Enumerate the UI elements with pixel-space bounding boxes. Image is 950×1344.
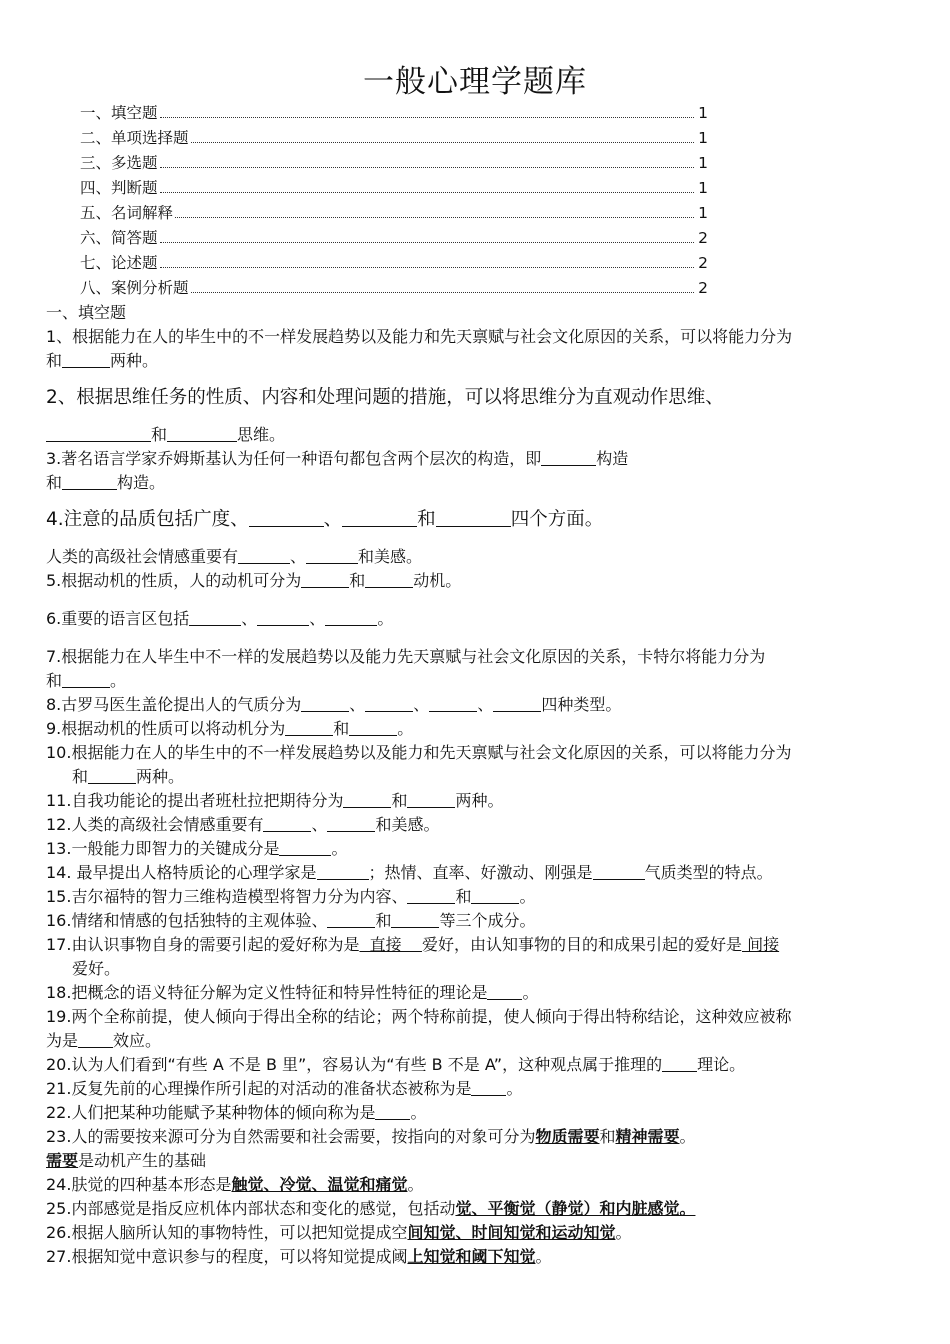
answer-blank[interactable] xyxy=(263,815,311,832)
answer-blank[interactable] xyxy=(436,510,511,527)
answer-blank[interactable] xyxy=(249,510,324,527)
toc-leader xyxy=(191,292,694,293)
toc-leader xyxy=(160,192,694,193)
answer-blank[interactable] xyxy=(487,983,522,1000)
question-17-cont: 爱好。 xyxy=(72,959,121,978)
question-13: 13.一般能力即智力的关键成分是 。 xyxy=(46,839,348,858)
answer-blank[interactable] xyxy=(306,547,358,564)
question-4: 4.注意的品质包括广度、 、 和 四个方面。 xyxy=(46,509,604,530)
toc-entry[interactable]: 二、单项选择题 1 xyxy=(80,129,708,147)
answer-blank[interactable] xyxy=(46,425,151,442)
answer-blank[interactable] xyxy=(317,863,369,880)
answer-blank[interactable] xyxy=(78,1031,113,1048)
answer-text: 物质需要 xyxy=(535,1127,600,1146)
toc-leader xyxy=(160,117,694,118)
answer-text: 间接 xyxy=(742,935,780,954)
question-3-cont: 和 构造。 xyxy=(46,473,166,492)
question-16: 16.情绪和情感的包括独特的主观体验、 和 等三个成分。 xyxy=(46,911,536,930)
answer-text: 间知觉、时间知觉和运动知觉 xyxy=(407,1223,616,1242)
question-10: 10.根据能力在人的毕生中的不一样发展趋势以及能力和先天禀赋与社会文化原因的关系，可以将能力分为 xyxy=(46,743,792,762)
answer-blank[interactable] xyxy=(493,695,541,712)
answer-text: 上知觉和阈下知觉 xyxy=(407,1247,536,1266)
answer-blank[interactable] xyxy=(88,767,136,784)
question-2: 2、根据思维任务的性质、内容和处理问题的措施，可以将思维分为直观动作思维、 xyxy=(46,387,724,408)
answer-blank[interactable] xyxy=(471,887,519,904)
question-7: 7.根据能力在人毕生中不一样的发展趋势以及能力先天禀赋与社会文化原因的关系，卡特尔将能力分为 xyxy=(46,647,766,666)
toc-entry[interactable]: 七、论述题 2 xyxy=(80,254,708,272)
toc-leader xyxy=(160,267,694,268)
toc-leader xyxy=(191,142,694,143)
question-19-cont: 为是 效应。 xyxy=(46,1031,162,1050)
answer-blank[interactable] xyxy=(471,1079,506,1096)
question-list xyxy=(46,301,908,1269)
question-26: 26.根据人脑所认知的事物特性，可以把知觉提成空间知觉、时间知觉和运动知觉。 xyxy=(46,1223,632,1242)
toc-entry[interactable]: 五、名词解释 1 xyxy=(80,204,708,222)
answer-blank[interactable] xyxy=(257,609,309,626)
answer-blank[interactable] xyxy=(342,510,417,527)
question-14: 14. 最早提出人格特质论的心理学家是 ；热情、直率、好激动、刚强是 气质类型的特点。 xyxy=(46,863,773,882)
question-19: 19.两个全称前提，使人倾向于得出全称的结论；两个特称前提，使人倾向于得出特称结论，这种效应被称 xyxy=(46,1007,792,1026)
toc-leader xyxy=(160,167,694,168)
answer-blank[interactable] xyxy=(429,695,477,712)
question-25: 25.内部感觉是指反应机体内部状态和变化的感觉，包括动觉、平衡觉（静觉）和内脏感觉。 xyxy=(46,1199,696,1218)
toc-leader xyxy=(175,217,694,218)
answer-blank[interactable] xyxy=(407,791,455,808)
toc-entry[interactable]: 四、判断题 1 xyxy=(80,179,708,197)
answer-text: 需要 xyxy=(46,1151,79,1170)
question-18: 18.把概念的语义特征分解为定义性特征和特异性特征的理论是 。 xyxy=(46,983,539,1002)
answer-blank[interactable] xyxy=(238,547,290,564)
toc-entry[interactable]: 八、案例分析题 2 xyxy=(80,279,708,297)
question-10-cont: 和 两种。 xyxy=(72,767,185,786)
answer-blank[interactable] xyxy=(62,351,110,368)
answer-blank[interactable] xyxy=(593,863,645,880)
question-7-cont: 和 。 xyxy=(46,671,127,690)
question-1: 1、根据能力在人的毕生中的不一样发展趋势以及能力和先天禀赋与社会文化原因的关系，可以将能力分为 xyxy=(46,327,793,346)
answer-blank[interactable] xyxy=(375,1103,410,1120)
question-8: 8.古罗马医生盖伦提出人的气质分为 、 、 、 四种类型。 xyxy=(46,695,622,714)
toc-leader xyxy=(160,242,694,243)
answer-blank[interactable] xyxy=(325,609,377,626)
answer-blank[interactable] xyxy=(541,449,596,466)
toc-entry[interactable]: 三、多选题 1 xyxy=(80,154,708,172)
answer-blank[interactable] xyxy=(285,719,333,736)
question-23-cont: 需要是动机产生的基础 xyxy=(46,1151,207,1170)
section-heading: 一、填空题 xyxy=(46,303,127,322)
question-3: 3.著名语言学家乔姆斯基认为任何一种语句都包含两个层次的构造，即 构造 xyxy=(46,449,629,468)
question-6: 6.重要的语言区包括 、 、 。 xyxy=(46,609,394,628)
question-11: 11.自我功能论的提出者班杜拉把期待分为 和 两种。 xyxy=(46,791,504,810)
answer-blank[interactable] xyxy=(279,839,331,856)
toc-entry[interactable]: 一、填空题 1 xyxy=(80,104,708,122)
answer-text: 觉、平衡觉（静觉）和内脏感觉。 xyxy=(455,1199,696,1218)
answer-blank[interactable] xyxy=(62,473,117,490)
question-23: 23.人的需要按来源可分为自然需要和社会需要，按指向的对象可分为物质需要和精神需要。 xyxy=(46,1127,696,1146)
question-extra: 人类的高级社会情感重要有 、 和美感。 xyxy=(46,547,423,566)
answer-text: 精神需要 xyxy=(615,1127,680,1146)
answer-blank[interactable] xyxy=(327,911,375,928)
answer-text: 触觉、冷觉、温觉和痛觉 xyxy=(231,1175,408,1194)
answer-blank[interactable] xyxy=(365,571,413,588)
toc-entry[interactable]: 六、简答题 2 xyxy=(80,229,708,247)
question-1-cont: 和 两种。 xyxy=(46,351,159,370)
answer-blank[interactable] xyxy=(365,695,413,712)
answer-blank[interactable] xyxy=(349,719,397,736)
question-5: 5.根据动机的性质，人的动机可分为 和 动机。 xyxy=(46,571,462,590)
question-2-cont: 和 思维。 xyxy=(46,423,908,447)
answer-blank[interactable] xyxy=(343,791,391,808)
question-20: 20.认为人们看到“有些 A 不是 B 里”，容易认为“有些 B 不是 A”，这种观点属于推理的 理论。 xyxy=(46,1055,746,1074)
question-22: 22.人们把某种功能赋予某种物体的倾向称为是 。 xyxy=(46,1103,427,1122)
answer-blank[interactable] xyxy=(407,887,455,904)
answer-blank[interactable] xyxy=(62,671,110,688)
answer-blank[interactable] xyxy=(167,425,237,442)
question-17: 17.由认识事物自身的需要引起的爱好称为是 直接 爱好，由认知事物的目的和成果引起的爱好是 间接 xyxy=(46,935,780,954)
question-15: 15.吉尔福特的智力三维构造模型将智力分为内容、 和 。 xyxy=(46,887,536,906)
answer-blank[interactable] xyxy=(301,571,349,588)
question-9: 9.根据动机的性质可以将动机分为 和 。 xyxy=(46,719,414,738)
answer-blank[interactable] xyxy=(327,815,375,832)
answer-blank[interactable] xyxy=(189,609,241,626)
answer-blank[interactable] xyxy=(662,1055,697,1072)
question-21: 21.反复先前的心理操作所引起的对活动的准备状态被称为是 。 xyxy=(46,1079,523,1098)
question-12: 12.人类的高级社会情感重要有 、 和美感。 xyxy=(46,815,440,834)
table-of-contents xyxy=(80,101,708,301)
question-27: 27.根据知觉中意识参与的程度，可以将知觉提成阈上知觉和阈下知觉。 xyxy=(46,1247,552,1266)
document-title: 一般心理学题库 xyxy=(363,64,587,100)
answer-blank[interactable] xyxy=(391,911,439,928)
answer-blank[interactable] xyxy=(301,695,349,712)
answer-text: 直接 xyxy=(359,935,422,954)
question-24: 24.肤觉的四种基本形态是触觉、冷觉、温觉和痛觉。 xyxy=(46,1175,424,1194)
